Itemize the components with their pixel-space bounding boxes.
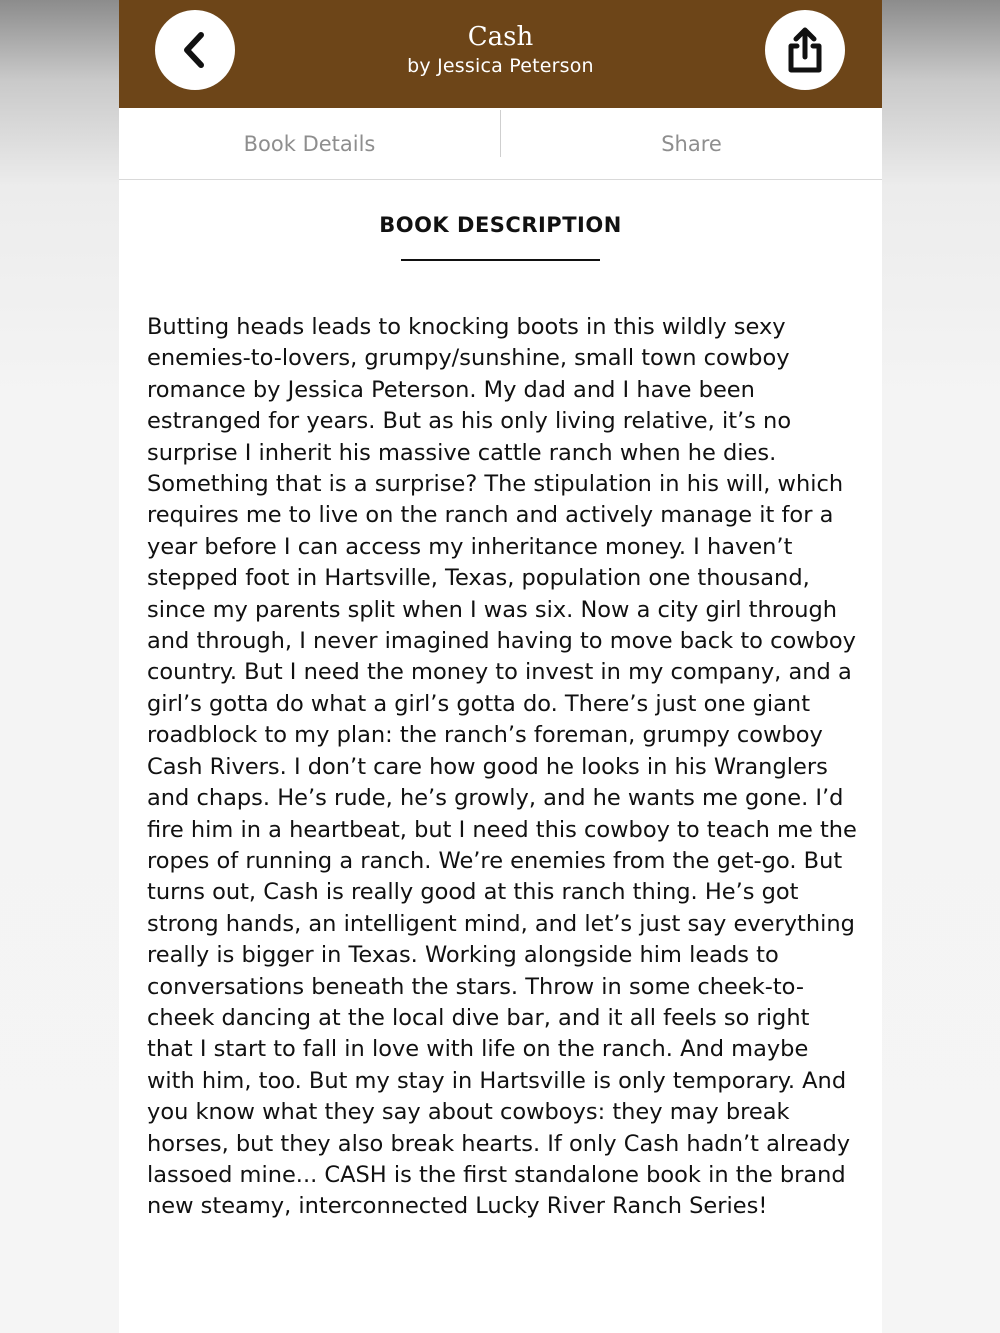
tab-book-details[interactable]: Book Details [243,131,376,156]
book-description: Butting heads leads to knocking boots in this wildly sexy enemies-to-lovers, grumpy/sunshine, small town cowboy romance by Jessica Peterson. My dad and I have been estranged for years. But as his only living relative, it’s no surprise I inherit his massive cattle ranch when he dies. Something that is a surprise? The stipulation in his will, which requires me to live on the ranch and actively manage it for a year before I can access my inheritance money. I haven’t stepped foot in Hartsville, Texas, population one thousand, since my parents split when I was six. Now a city girl through and through, I never imagined having to move back to cowboy country. But I need the money to invest in my company, and a girl’s gotta do what a girl’s gotta do. There’s just one giant roadblock to my plan: the ranch’s foreman, grumpy cowboy Cash Rivers. I don’t care how good he looks in his Wranglers and chaps. He’s rude, he’s growly, and he wants me gone. I’d fire him in a heartbeat, but I need this cowboy to teach me the ropes of running a ranch. We’re enemies from the get-go. But turns out, Cash is really good at this ranch thing. He’s got strong hands, an intelligent mind, and let’s just say everything really is bigger in Texas. Working alongside him leads to conversations beneath the stars. Throw in some cheek-to-cheek dancing at the local dive bar, and it all feels so right that I start to fall in love with life on the ranch. And maybe with him, too. But my stay in Hartsville is only temporary. And you know what they say about cowboys: they may break horses, but they also break hearts. If only Cash hadn’t already lassoed mine... CASH is the first standalone book in the brand new steamy, interconnected Lucky River Ranch Series! [147,314,857,1220]
section-underline [401,259,600,261]
tab-bar [119,108,882,180]
header-titles [269,20,732,78]
chevron-left-icon [178,30,212,70]
share-icon [783,26,827,74]
share-button[interactable] [765,10,845,90]
book-title: Cash [467,22,534,52]
section-title: BOOK DESCRIPTION [379,213,622,237]
app-screen [119,0,882,1333]
tab-share[interactable]: Share [661,131,722,156]
book-author: by Jessica Peterson [407,55,594,77]
back-button[interactable] [155,10,235,90]
header-bar [119,0,882,108]
